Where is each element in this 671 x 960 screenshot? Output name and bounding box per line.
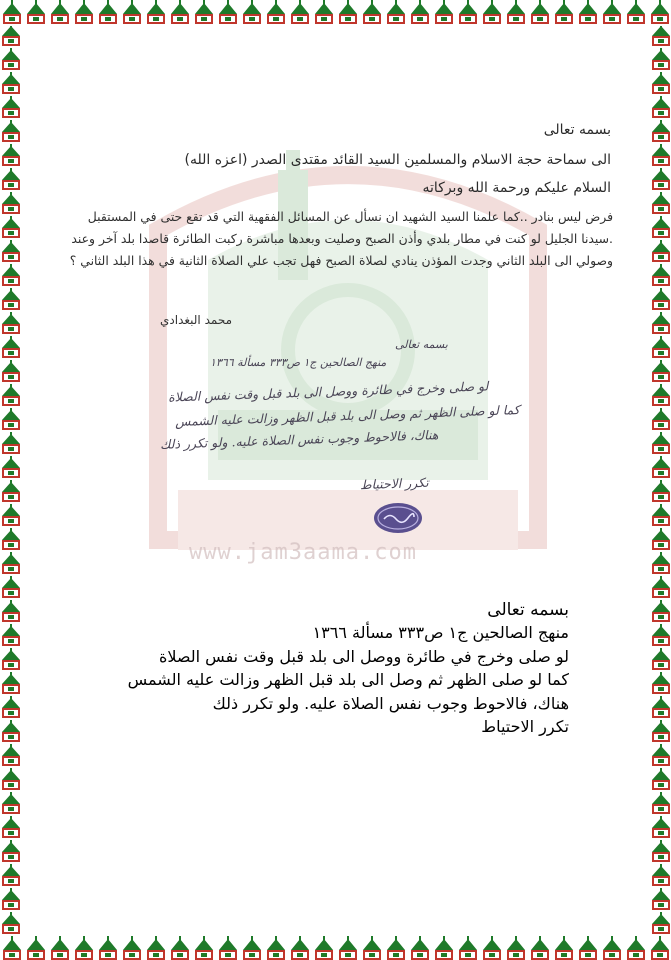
handwritten-line-3: هناك، فالاحوط وجوب نفس الصلاة عليه. ولو تكرر ذلك: [159, 427, 439, 452]
transcription-greeting: بسمه تعالى: [487, 600, 569, 620]
handwritten-line-2: كما لو صلى الظهر ثم وصل الى بلد قبل الظهر وزالت عليه الشمس: [174, 401, 520, 430]
transcription-line-1: لو صلى وخرج في طائرة ووصل الى بلد قبل وقت نفس الصلاة: [158, 647, 569, 666]
handwritten-line-4: تكرر الاحتياط: [359, 474, 429, 493]
handwritten-line-1: لو صلى وخرج في طائرة ووصل الى بلد قبل وقت نفس الصلاة: [167, 378, 489, 405]
handwritten-reference: منهج الصالحين ج١ ص٣٣٣ مسألة ١٣٦٦: [210, 356, 387, 369]
letter-signature: محمد البغدادي: [160, 313, 232, 327]
letter-question: فرض ليس بنادر ..كما علمنا السيد الشهيد ان نسأل عن المسائل الفقهية التي قد تقع حتى في المستقبل .سيدنا الجليل لو كنت في مطار بلدي وأذن الصبح وصليت وبعدها مباشرة ركبت الطائرة قاصدا بلد آخر وعند وصولي الى البلد الثاني وجدت المؤذن ينادي لصلاة الصبح فهل تجب علي الصلاة الثانية في هذا البلد الثاني ؟: [69, 209, 613, 268]
transcription-reference: منهج الصالحين ج١ ص٣٣٣ مسألة ١٣٦٦: [312, 623, 569, 642]
handwritten-greeting: بسمه تعالى: [395, 338, 448, 351]
transcription-line-4: تكرر الاحتياط: [481, 717, 569, 736]
transcription-line-2: كما لو صلى الظهر ثم وصل الى بلد قبل الظهر وزالت عليه الشمس: [127, 670, 569, 689]
letter-addressee: الى سماحة حجة الاسلام والمسلمين السيد القائد مقتدى الصدر (اعزه الله): [184, 152, 611, 168]
transcription-line-3: هناك، فالاحوط وجوب نفس الصلاة عليه. ولو تكرر ذلك: [212, 694, 569, 713]
watermark-url: www.jam3aama.com: [189, 540, 417, 565]
seal-stamp: [372, 500, 424, 536]
letter-salutation: السلام عليكم ورحمة الله وبركاته: [422, 180, 611, 196]
letter-greeting: بسمه تعالى: [543, 122, 611, 138]
